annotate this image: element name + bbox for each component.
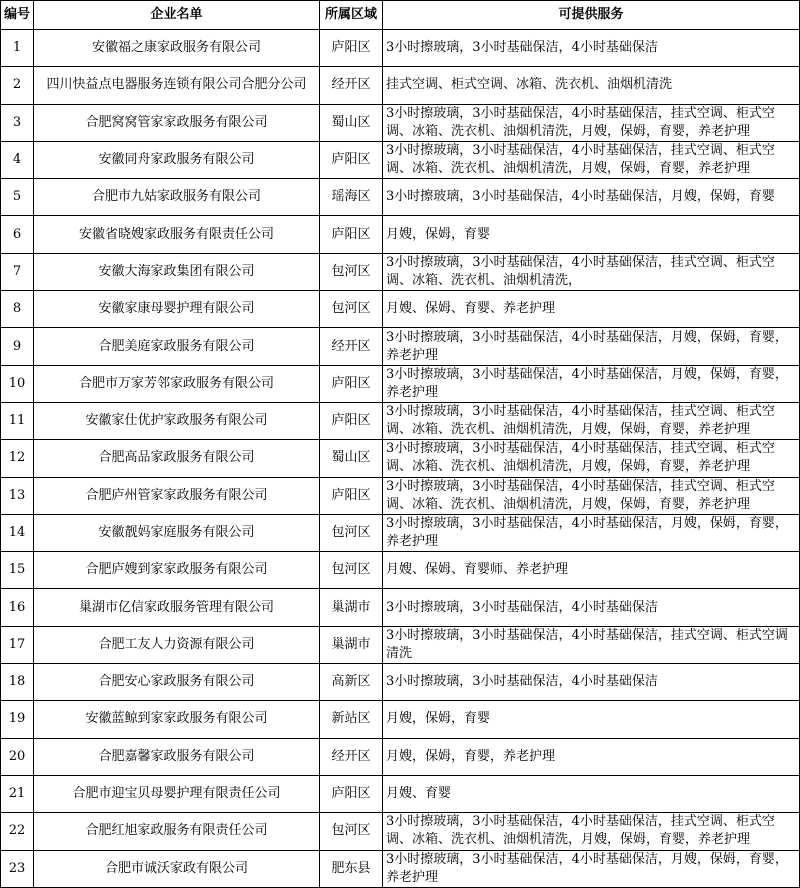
cell-company-name: 合肥安心家政服务有限公司 [34,664,320,701]
cell-area: 蜀山区 [320,104,383,141]
cell-no: 7 [1,253,34,290]
cell-services: 月嫂，保姆，育婴 [383,216,800,253]
cell-area: 庐阳区 [320,775,383,812]
cell-area: 包河区 [320,253,383,290]
cell-no: 4 [1,141,34,178]
table-row [1,440,800,477]
cell-services: 3小时擦玻璃，3小时基础保洁，4小时基础保洁，月嫂，保姆，育婴，养老护理 [383,850,800,887]
cell-services: 月嫂、保姆、育婴、养老护理 [383,291,800,328]
cell-area: 巢湖市 [320,589,383,626]
table-row [1,701,800,738]
cell-area: 蜀山区 [320,440,383,477]
cell-no: 19 [1,701,34,738]
table-row [1,775,800,812]
cell-services: 月嫂，保姆，育婴，养老护理 [383,738,800,775]
cell-no: 18 [1,664,34,701]
cell-services: 挂式空调、柜式空调、冰箱、洗衣机、油烟机清洗 [383,67,800,104]
table-row [1,328,800,365]
cell-area: 高新区 [320,664,383,701]
cell-services: 3小时擦玻璃，3小时基础保洁，4小时基础保洁，挂式空调、柜式空调、冰箱、洗衣机、油烟机清洗，月嫂，保姆，育婴，养老护理 [383,402,800,439]
table-row [1,589,800,626]
cell-area: 巢湖市 [320,626,383,663]
cell-no: 17 [1,626,34,663]
cell-no: 13 [1,477,34,514]
cell-area: 庐阳区 [320,216,383,253]
cell-company-name: 安徽靓妈家庭服务有限公司 [34,514,320,551]
cell-area: 新站区 [320,701,383,738]
cell-no: 6 [1,216,34,253]
header-area: 所属区域 [320,1,383,30]
cell-area: 庐阳区 [320,477,383,514]
cell-area: 庐阳区 [320,141,383,178]
cell-no: 9 [1,328,34,365]
cell-services: 3小时擦玻璃，3小时基础保洁，4小时基础保洁，挂式空调、柜式空调、冰箱、洗衣机、油烟机清洗，月嫂，保姆，育婴，养老护理 [383,141,800,178]
cell-area: 经开区 [320,738,383,775]
cell-no: 23 [1,850,34,887]
table-row [1,626,800,663]
cell-company-name: 安徽蓝鲸到家家政服务有限公司 [34,701,320,738]
table-row [1,253,800,290]
cell-services: 月嫂、保姆、育婴师、养老护理 [383,552,800,589]
table-row [1,738,800,775]
table-row [1,514,800,551]
cell-area: 瑶海区 [320,179,383,216]
cell-services: 3小时擦玻璃，3小时基础保洁，4小时基础保洁，月嫂，保姆，育婴，养老护理 [383,514,800,551]
table-row [1,104,800,141]
table-body [1,30,800,888]
header-name: 企业名单 [34,1,320,30]
cell-no: 22 [1,813,34,850]
cell-company-name: 合肥高品家政服务有限公司 [34,440,320,477]
table-row [1,216,800,253]
cell-area: 庐阳区 [320,365,383,402]
cell-area: 庐阳区 [320,402,383,439]
cell-area: 经开区 [320,328,383,365]
cell-services: 3小时擦玻璃，3小时基础保洁，4小时基础保洁，挂式空调、柜式空调、冰箱、洗衣机、油烟机清洗，月嫂，保姆，育婴，养老护理 [383,477,800,514]
table-row [1,664,800,701]
table-header-row [1,1,800,30]
cell-no: 16 [1,589,34,626]
table-row [1,402,800,439]
cell-area: 包河区 [320,813,383,850]
table-row [1,552,800,589]
cell-no: 1 [1,30,34,67]
cell-company-name: 安徽家康母婴护理有限公司 [34,291,320,328]
table-row [1,67,800,104]
cell-company-name: 安徽家仕优护家政服务有限公司 [34,402,320,439]
cell-services: 3小时擦玻璃，3小时基础保洁，4小时基础保洁，挂式空调、柜式空调、冰箱、洗衣机、油烟机清洗，月嫂，保姆，育婴，养老护理 [383,813,800,850]
cell-area: 经开区 [320,67,383,104]
cell-company-name: 合肥窝窝管家家政服务有限公司 [34,104,320,141]
cell-company-name: 合肥庐州管家家政服务有限公司 [34,477,320,514]
cell-company-name: 四川快益点电器服务连锁有限公司合肥分公司 [34,67,320,104]
cell-services: 3小时擦玻璃，3小时基础保洁，4小时基础保洁 [383,664,800,701]
cell-company-name: 合肥美庭家政服务有限公司 [34,328,320,365]
cell-services: 月嫂，保姆，育婴 [383,701,800,738]
table-row [1,291,800,328]
cell-company-name: 安徽大海家政集团有限公司 [34,253,320,290]
cell-no: 20 [1,738,34,775]
cell-company-name: 合肥市九姑家政服务有限公司 [34,179,320,216]
cell-area: 包河区 [320,291,383,328]
header-services: 可提供服务 [383,1,800,30]
header-no: 编号 [1,1,34,30]
cell-services: 3小时擦玻璃，3小时基础保洁，4小时基础保洁 [383,30,800,67]
cell-company-name: 安徽福之康家政服务有限公司 [34,30,320,67]
table-row [1,179,800,216]
cell-no: 21 [1,775,34,812]
cell-no: 5 [1,179,34,216]
cell-area: 庐阳区 [320,30,383,67]
cell-no: 14 [1,514,34,551]
cell-area: 包河区 [320,514,383,551]
cell-no: 3 [1,104,34,141]
cell-no: 12 [1,440,34,477]
cell-no: 8 [1,291,34,328]
cell-company-name: 安徽同舟家政服务有限公司 [34,141,320,178]
cell-company-name: 合肥市迎宝贝母婴护理有限责任公司 [34,775,320,812]
cell-services: 3小时擦玻璃，3小时基础保洁，4小时基础保洁，月嫂，保姆，育婴，养老护理 [383,328,800,365]
cell-company-name: 合肥市万家芳邻家政服务有限公司 [34,365,320,402]
table-row [1,813,800,850]
cell-services: 3小时擦玻璃，3小时基础保洁，4小时基础保洁，月嫂，保姆，育婴，养老护理 [383,365,800,402]
table-row [1,30,800,67]
cell-services: 3小时擦玻璃，3小时基础保洁，4小时基础保洁，挂式空调、柜式空调清洗 [383,626,800,663]
cell-no: 15 [1,552,34,589]
cell-company-name: 合肥嘉馨家政服务有限公司 [34,738,320,775]
cell-services: 3小时擦玻璃，3小时基础保洁，4小时基础保洁，月嫂，保姆，育婴 [383,179,800,216]
cell-no: 11 [1,402,34,439]
cell-company-name: 合肥市诚沃家政有限公司 [34,850,320,887]
cell-services: 3小时擦玻璃，3小时基础保洁，4小时基础保洁，挂式空调、柜式空调、冰箱、洗衣机、油烟机清洗，月嫂，保姆，育婴，养老护理 [383,440,800,477]
table-row [1,477,800,514]
cell-company-name: 巢湖市亿信家政服务管理有限公司 [34,589,320,626]
cell-company-name: 安徽省晓嫂家政服务有限责任公司 [34,216,320,253]
cell-services: 3小时擦玻璃，3小时基础保洁，4小时基础保洁，挂式空调、柜式空调、冰箱、洗衣机、油烟机清洗，月嫂，保姆，育婴，养老护理 [383,104,800,141]
table-row [1,850,800,887]
table-row [1,141,800,178]
cell-no: 10 [1,365,34,402]
cell-area: 包河区 [320,552,383,589]
cell-services: 月嫂、育婴 [383,775,800,812]
cell-no: 2 [1,67,34,104]
cell-area: 肥东县 [320,850,383,887]
cell-services: 3小时擦玻璃，3小时基础保洁，4小时基础保洁 [383,589,800,626]
cell-company-name: 合肥庐嫂到家家政服务有限公司 [34,552,320,589]
table-row [1,365,800,402]
cell-company-name: 合肥红旭家政服务有限责任公司 [34,813,320,850]
cell-company-name: 合肥工友人力资源有限公司 [34,626,320,663]
cell-services: 3小时擦玻璃，3小时基础保洁，4小时基础保洁，挂式空调、柜式空调、冰箱、洗衣机、油烟机清洗， [383,253,800,290]
